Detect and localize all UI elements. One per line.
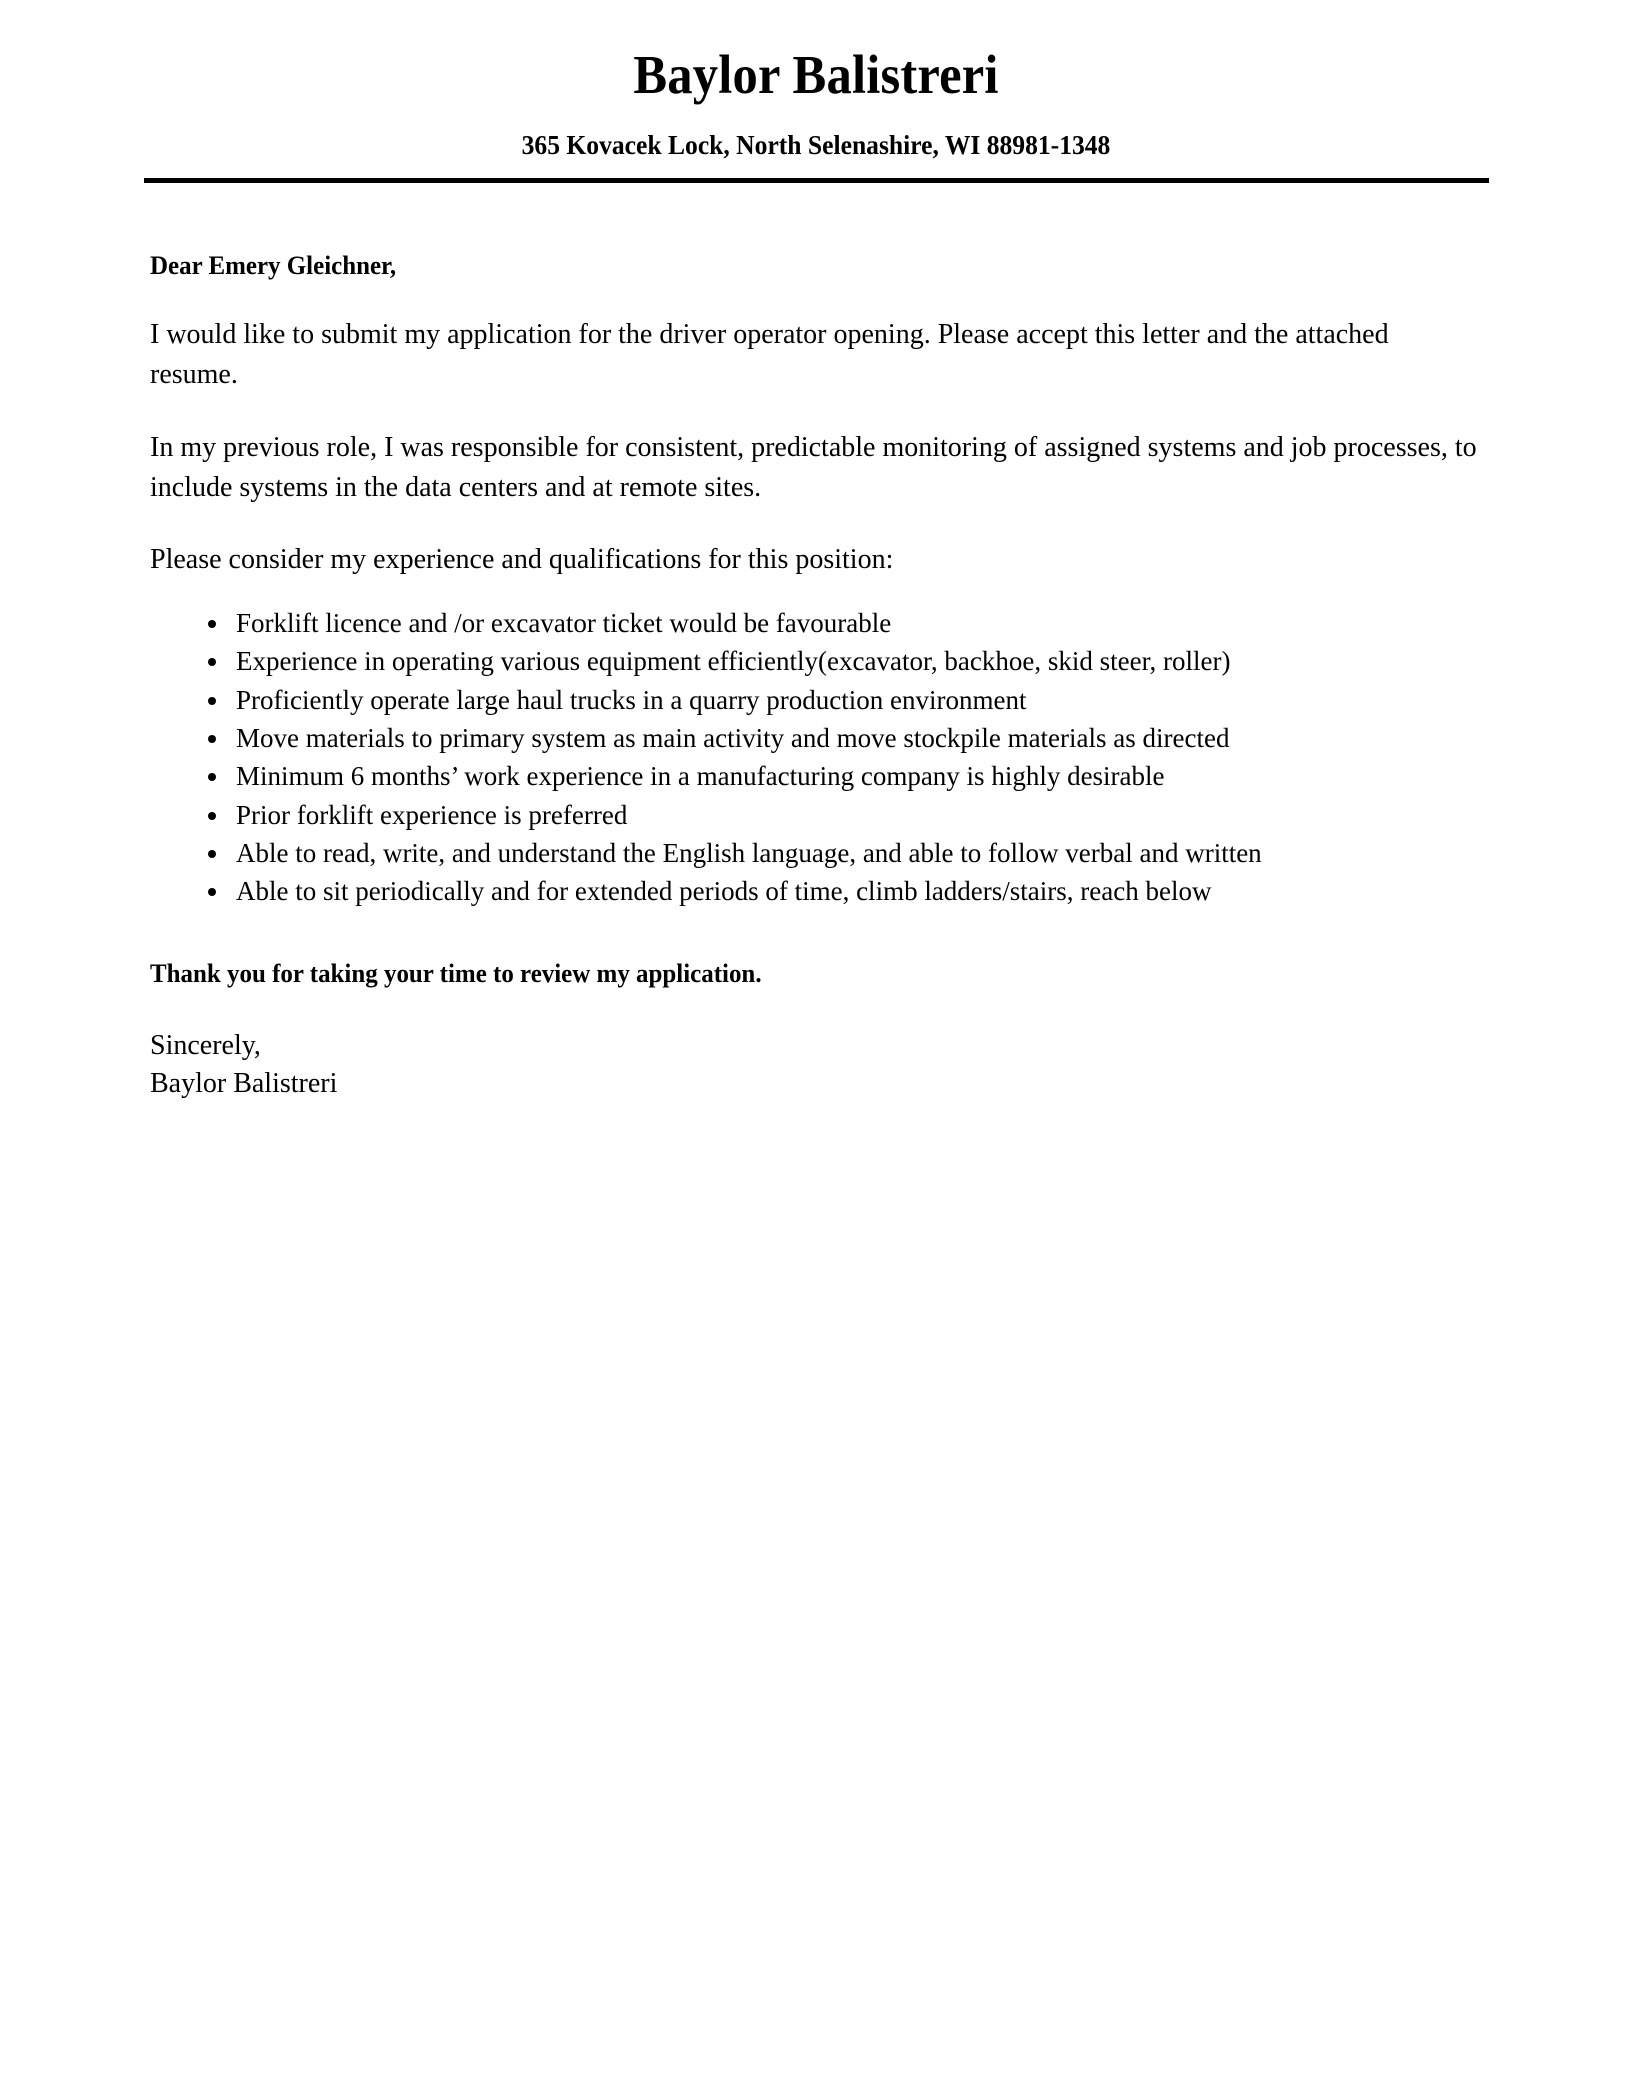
- header-divider: [144, 178, 1489, 183]
- letter-body: [0, 249, 1632, 1104]
- list-item: Able to read, write, and understand the English language, and able to follow verbal and written: [208, 834, 1480, 872]
- closing-salutation: Sincerely,: [150, 1029, 261, 1061]
- experience-paragraph: In my previous role, I was responsible for consistent, predictable monitoring of assigned systems and job processes, to include systems in the data centers and at remote sites.: [150, 431, 1477, 503]
- list-item: Prior forklift experience is preferred: [208, 796, 1480, 834]
- qualifications-list: [150, 604, 1480, 911]
- applicant-name: Baylor Balistreri: [633, 44, 999, 105]
- list-item: Minimum 6 months’ work experience in a manufacturing company is highly desirable: [208, 757, 1480, 795]
- qualifications-lead-in: Please consider my experience and qualifications for this position:: [150, 544, 894, 576]
- intro-paragraph: I would like to submit my application for the driver operator opening. Please accept this letter and the attached resume.: [150, 319, 1389, 391]
- list-item: Move materials to primary system as main activity and move stockpile materials as directed: [208, 719, 1480, 757]
- signature-name: Baylor Balistreri: [150, 1068, 338, 1100]
- list-item: Experience in operating various equipment efficiently(excavator, backhoe, skid steer, roller): [208, 642, 1480, 680]
- signature-block: [150, 1027, 1480, 1104]
- thank-you-line: Thank you for taking your time to review my application.: [150, 958, 762, 988]
- salutation: Dear Emery Gleichner,: [150, 250, 397, 280]
- list-item: Proficiently operate large haul trucks in a quarry production environment: [208, 681, 1480, 719]
- letterhead: [0, 0, 1632, 183]
- applicant-address: 365 Kovacek Lock, North Selenashire, WI 88981-1348: [521, 128, 1111, 160]
- list-item: Forklift licence and /or excavator ticket would be favourable: [208, 604, 1480, 642]
- list-item: Able to sit periodically and for extended periods of time, climb ladders/stairs, reach below: [208, 872, 1480, 910]
